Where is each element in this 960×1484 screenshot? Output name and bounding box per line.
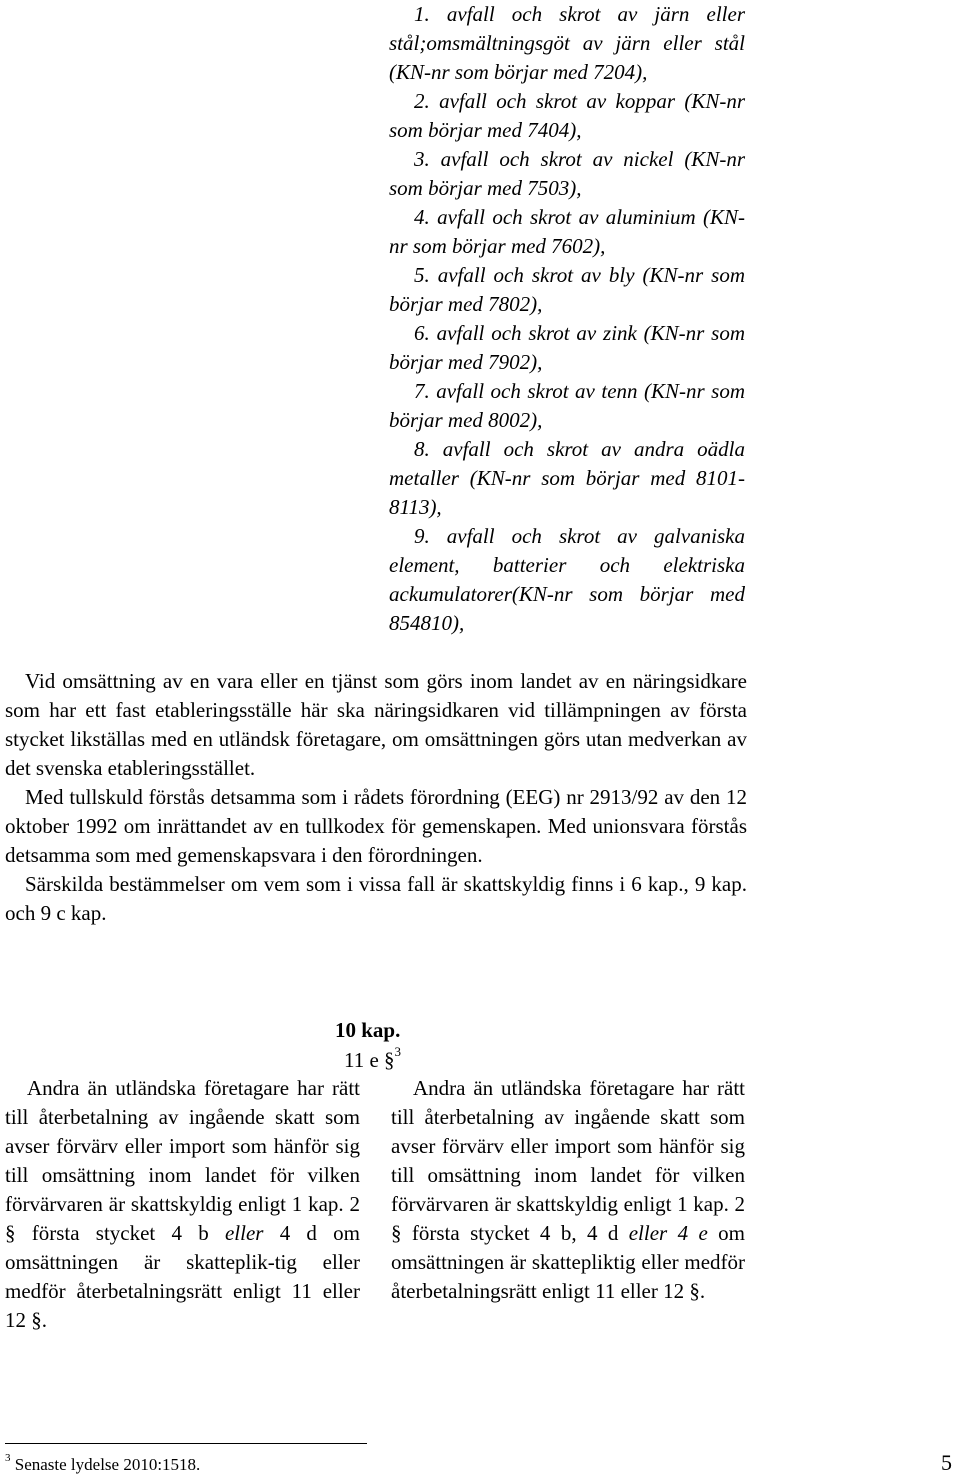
- list-item: 8. avfall och skrot av andra oädla metaller (KN-nr som börjar med 8101-8113),: [389, 437, 745, 519]
- list-item: 7. avfall och skrot av tenn (KN-nr som börjar med 8002),: [389, 379, 745, 432]
- scrap-metal-list: [389, 0, 745, 638]
- proposed-wording-column: [391, 1074, 745, 1306]
- footnote-text: Senaste lydelse 2010:1518.: [10, 1455, 201, 1474]
- list-item: 9. avfall och skrot av galvaniska element, batterier och elektriska ackumulatorer(KN-nr som börjar med 854810),: [389, 524, 745, 635]
- current-wording-text: Andra än utländska företagare har rätt till återbetalning av ingående skatt som avser förvärv eller import som hänför sig till omsättning inom landet för vilken förvärvaren är skattskyldig enligt 1 kap. 2 § första stycket 4 b: [5, 1076, 360, 1245]
- footnote: [5, 1453, 200, 1477]
- body-paragraph: Särskilda bestämmelser om vem som i vissa fall är skattskyldig finns i 6 kap., 9 kap. och 9 c kap.: [5, 872, 747, 925]
- list-item: 5. avfall och skrot av bly (KN-nr som börjar med 7802),: [389, 263, 745, 316]
- footnote-number: 3: [5, 1452, 11, 1465]
- list-item: 1. avfall och skrot av järn eller stål;omsmältningsgöt av järn eller stål (KN-nr som börjar med 7204),: [389, 2, 745, 84]
- section-label: 11 e §: [344, 1048, 395, 1072]
- body-text: [5, 667, 747, 928]
- proposed-wording-paragraph: [391, 1074, 745, 1306]
- current-wording-column: [5, 1074, 360, 1335]
- list-item: 4. avfall och skrot av aluminium (KN-nr som börjar med 7602),: [389, 205, 745, 258]
- section-heading: [344, 1046, 401, 1075]
- proposed-wording-italic: eller 4 e: [628, 1221, 708, 1245]
- current-wording-italic: eller: [224, 1221, 264, 1245]
- body-paragraph: Vid omsättning av en vara eller en tjänst som görs inom landet av en näringsidkare som har ett fast etableringsställe här ska näringsidkaren vid tillämpningen av första stycket likställas med en utländsk företagare, om omsättningen görs utan medverkan av det svenska etableringsstället.: [5, 669, 747, 780]
- proposed-wording-text: om omsättningen är skattepliktig eller medför återbetalningsrätt enligt 11 eller 12 §.: [391, 1221, 746, 1303]
- list-item: 6. avfall och skrot av zink (KN-nr som börjar med 7902),: [389, 321, 745, 374]
- body-paragraph: Med tullskuld förstås detsamma som i rådets förordning (EEG) nr 2913/92 av den 12 oktober 1992 om inrättandet av en tullkodex för gemenskapen. Med unionsvara förstås detsamma som med gemenskapsvara i den förordningen.: [5, 785, 747, 867]
- proposed-wording-text: Andra än utländska företagare har rätt till återbetalning av ingående skatt som avser förvärv eller import som hänför sig till omsättning inom landet för vilken förvärvaren är skattskyldig enligt 1 kap. 2 § första stycket 4 b, 4 d: [391, 1076, 745, 1245]
- list-item: 2. avfall och skrot av koppar (KN-nr som börjar med 7404),: [389, 89, 745, 142]
- footnote-reference: 3: [394, 1044, 402, 1059]
- current-wording-text: 4 d om omsättningen är skatteplik-tig eller medför återbetalningsrätt enligt 11 eller 12 §.: [5, 1221, 360, 1332]
- page-number: 5: [941, 1450, 952, 1475]
- current-wording-paragraph: [5, 1074, 360, 1335]
- chapter-heading: 10 kap.: [335, 1018, 401, 1042]
- list-item: 3. avfall och skrot av nickel (KN-nr som börjar med 7503),: [389, 147, 745, 200]
- footnote-divider: [5, 1443, 367, 1444]
